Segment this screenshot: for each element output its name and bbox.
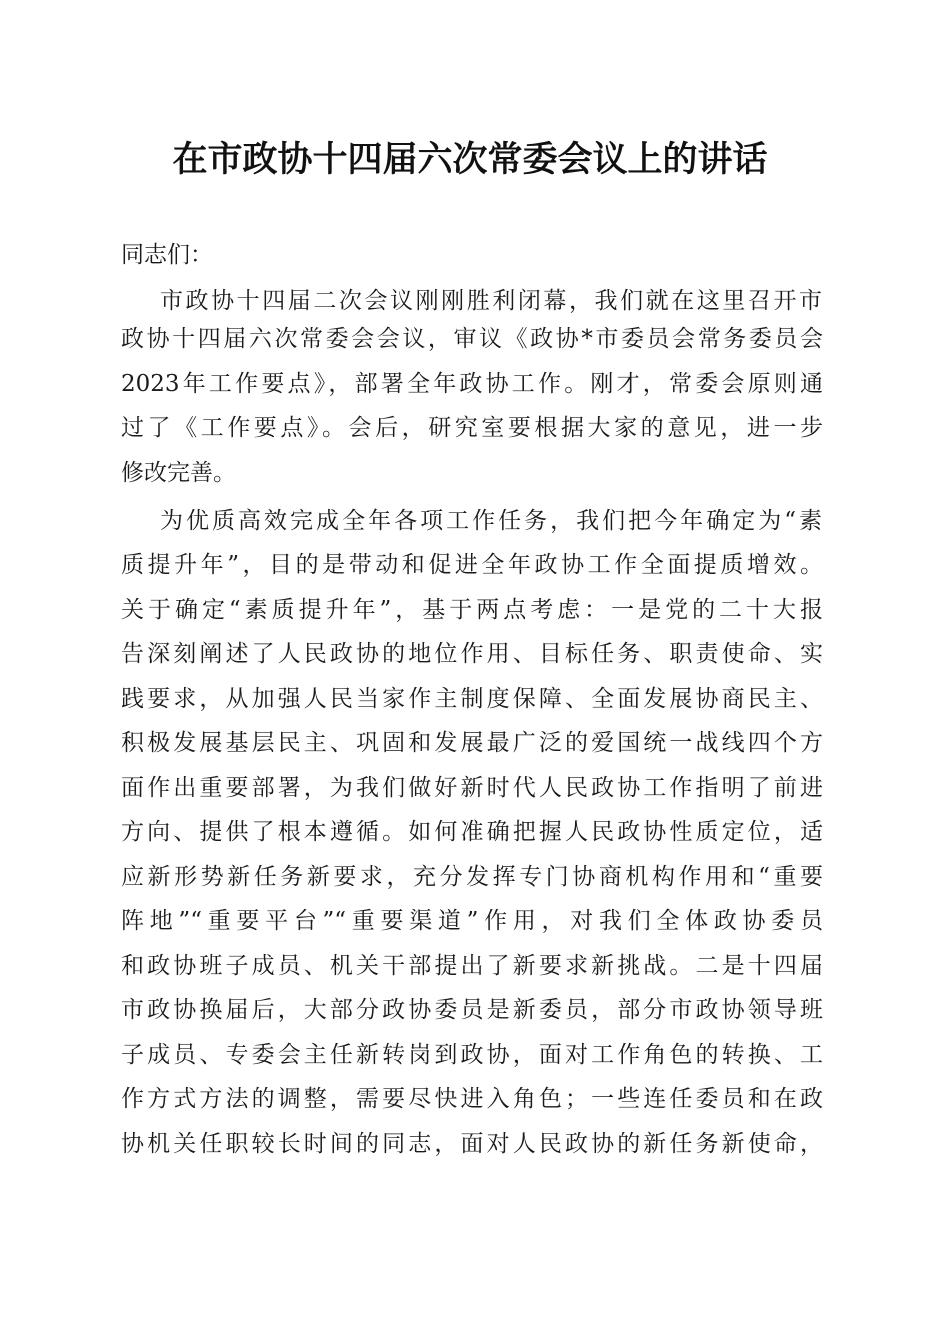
document-title: 在市政协十四届六次常委会议上的讲话 — [172, 139, 768, 180]
paragraph-line: 协机关任职较长时间的同志，面对人民政协的新任务新使命， — [121, 1131, 823, 1157]
paragraph-line: 为优质高效完成全年各项工作任务，我们把今年确定为“素 — [160, 508, 822, 534]
paragraph-line: 告深刻阐述了人民政协的地位作用、目标任务、职责使命、实 — [121, 641, 823, 667]
paragraph-line: 质提升年”，目的是带动和促进全年政协工作全面提质增效。 — [121, 552, 823, 578]
paragraph-line: 应新形势新任务新要求，充分发挥专门协商机构作用和“重要 — [121, 864, 823, 890]
paragraph-line: 2023年工作要点》，部署全年政协工作。刚才，常委会原则通 — [121, 371, 823, 397]
paragraph-line: 政协十四届六次常委会会议，审议《政协*市委员会常务委员会 — [121, 326, 823, 352]
paragraph-line: 市政协换届后，大部分政协委员是新委员，部分市政协领导班 — [121, 997, 823, 1023]
paragraph-line: 子成员、专委会主任新转岗到政协，面对工作角色的转换、工 — [121, 1042, 823, 1068]
paragraph-line: 作方式方法的调整，需要尽快进入角色；一些连任委员和在政 — [121, 1086, 823, 1112]
paragraph-line: 积极发展基层民主、巩固和发展最广泛的爱国统一战线四个方 — [121, 730, 823, 756]
paragraph-line: 过了《工作要点》。会后，研究室要根据大家的意见，进一步 — [121, 415, 823, 441]
paragraph-line: 市政协十四届二次会议刚刚胜利闭幕，我们就在这里召开市 — [160, 288, 822, 314]
paragraph-line: 践要求，从加强人民当家作主制度保障、全面发展协商民主、 — [121, 686, 823, 712]
paragraph-line: 和政协班子成员、机关干部提出了新要求新挑战。二是十四届 — [121, 953, 823, 979]
paragraph-line: 阵地”“重要平台”“重要渠道”作用，对我们全体政协委员 — [121, 908, 823, 934]
paragraph-line: 关于确定“素质提升年”，基于两点考虑：一是党的二十大报 — [121, 597, 823, 623]
paragraph-line: 修改完善。 — [121, 460, 236, 486]
paragraph-line: 面作出重要部署，为我们做好新时代人民政协工作指明了前进 — [121, 775, 823, 801]
salutation: 同志们： — [121, 242, 213, 268]
paragraph-line: 方向、提供了根本遵循。如何准确把握人民政协性质定位，适 — [121, 819, 823, 845]
